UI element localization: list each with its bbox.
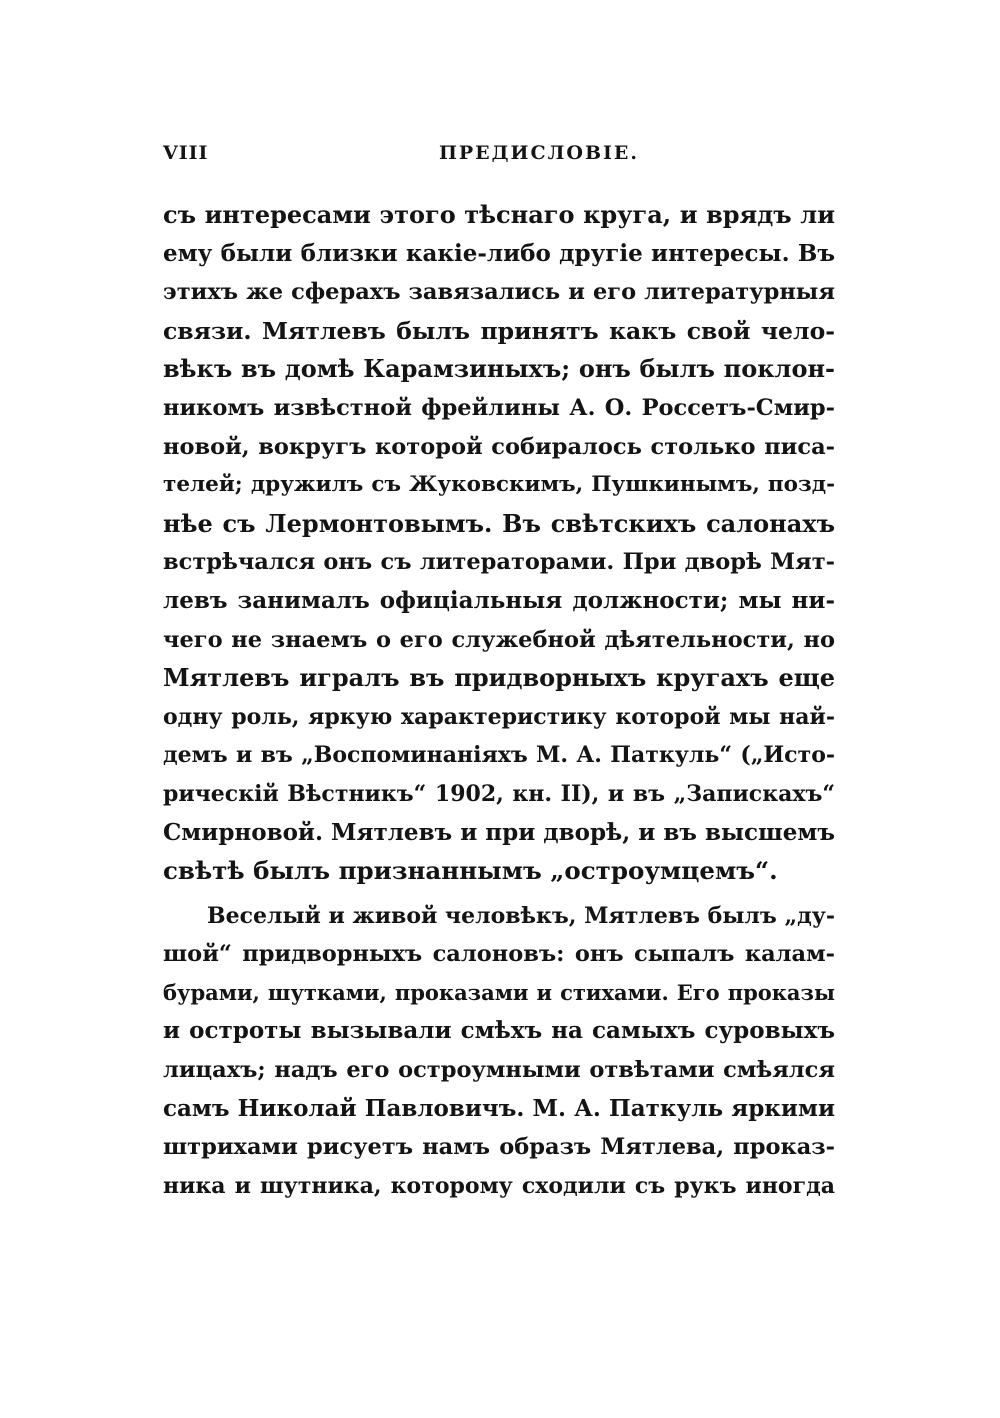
text-line: чего не знаемъ о его служебной дѣятельности, но bbox=[163, 626, 835, 653]
text-line: Мятлевъ игралъ въ придворныхъ кругахъ еще bbox=[163, 663, 835, 693]
text-line: свѣтѣ былъ признаннымъ „остроумцемъ“. bbox=[163, 856, 778, 886]
text-line: шой“ придворныхъ салоновъ: онъ сыпалъ калам- bbox=[163, 941, 835, 968]
text-line: новой, вокругъ которой собиралось столько писа- bbox=[163, 433, 835, 460]
running-title: ПРЕДИСЛОВІЕ. bbox=[438, 142, 640, 164]
text-line: бурами, шутками, проказами и стихами. Его проказы bbox=[163, 979, 835, 1005]
running-head bbox=[163, 142, 835, 172]
text-line: съ интересами этого тѣснаго круга, и врядъ ли bbox=[163, 200, 835, 229]
text-line: связи. Мятлевъ былъ принятъ какъ свой чело- bbox=[163, 316, 835, 345]
text-line: нѣе съ Лермонтовымъ. Въ свѣтскихъ салонахъ bbox=[163, 508, 835, 538]
text-line: Веселый и живой человѣкъ, Мятлевъ былъ „ду- bbox=[207, 902, 835, 929]
text-line: Смирновой. Мятлевъ и при дворѣ, и въ высшемъ bbox=[163, 818, 835, 846]
text-line: встрѣчался онъ съ литераторами. При дворѣ Мят- bbox=[163, 549, 835, 576]
text-line: лицахъ; надъ его остроумными отвѣтами смѣялся bbox=[163, 1057, 835, 1084]
text-line: вѣкъ въ домѣ Карамзиныхъ; онъ былъ поклон- bbox=[163, 354, 835, 384]
text-line: этихъ же сферахъ завязались и его литературныя bbox=[163, 279, 835, 306]
text-line: ему были близки какіе-либо другіе интересы. Въ bbox=[163, 239, 835, 267]
text-line: и остроты вызывали смѣхъ на самыхъ суровыхъ bbox=[163, 1017, 835, 1045]
text-line: никомъ извѣстной фрейлины А. О. Россетъ-Смир- bbox=[163, 394, 835, 421]
body-text bbox=[163, 196, 835, 1205]
text-line: рическій Вѣстникъ“ 1902, кн. II), и въ „Запискахъ“ bbox=[163, 780, 835, 807]
page-number: VIII bbox=[163, 142, 209, 164]
text-line: ника и шутника, которому сходили съ рукъ иногда bbox=[163, 1172, 835, 1199]
text-line: самъ Николай Павловичъ. М. А. Паткуль яркими bbox=[163, 1094, 835, 1122]
text-line: одну роль, яркую характеристику которой мы най- bbox=[163, 703, 835, 730]
text-line: штрихами рисуетъ намъ образъ Мятлева, проказ- bbox=[163, 1134, 835, 1161]
text-line: телей; дружилъ съ Жуковскимъ, Пушкинымъ, позд- bbox=[163, 472, 835, 498]
text-line: демъ и въ „Воспоминаніяхъ М. А. Паткуль“ („Исто- bbox=[163, 742, 835, 769]
text-line: левъ занималъ офиціальныя должности; мы ни- bbox=[163, 586, 835, 614]
